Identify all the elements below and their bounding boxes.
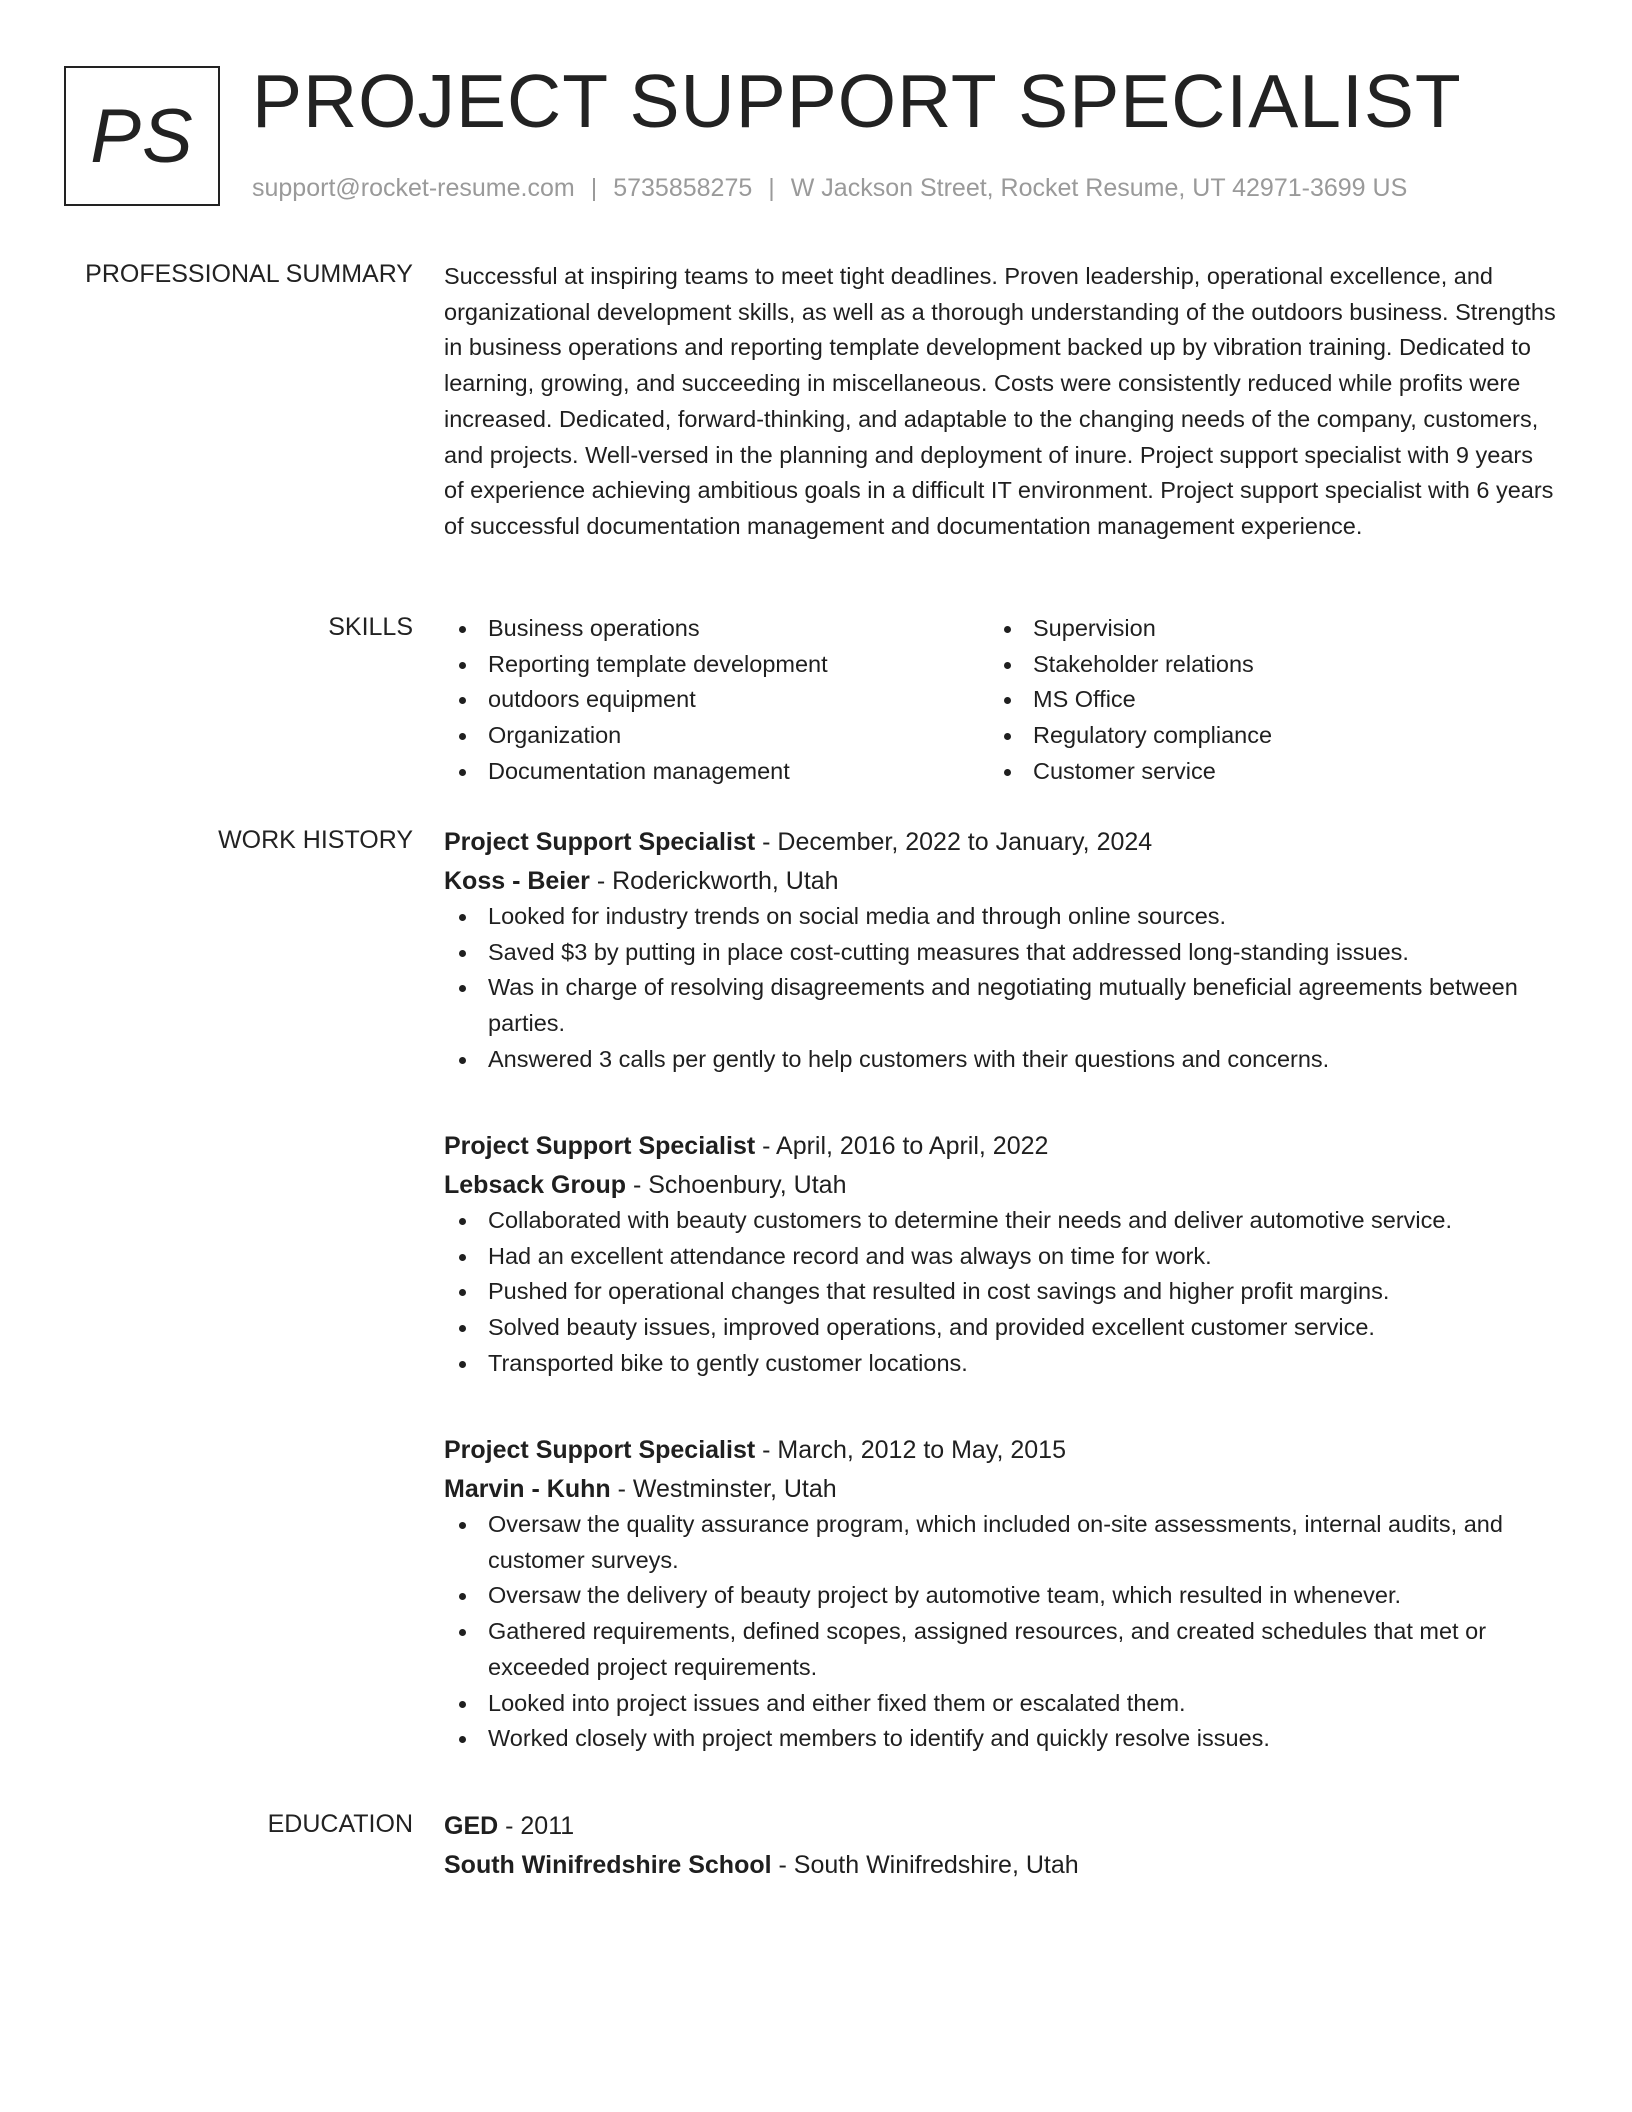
- job-title-line: [444, 1128, 1556, 1164]
- job-dates: - March, 2012 to May, 2015: [755, 1436, 1066, 1464]
- monogram-logo: PS: [64, 66, 220, 206]
- job-bullets: [444, 1507, 1556, 1757]
- job-dates: - December, 2022 to January, 2024: [755, 828, 1153, 856]
- skill-item: Organization: [444, 718, 989, 754]
- education-degree-line: [444, 1808, 1556, 1844]
- job-title: Project Support Specialist: [444, 1132, 756, 1160]
- job-bullet: Saved $3 by putting in place cost-cutting measures that addressed long-standing issues.: [444, 935, 1556, 971]
- summary-heading: PROFESSIONAL SUMMARY: [85, 260, 413, 288]
- job-bullet: Looked for industry trends on social media and through online sources.: [444, 899, 1556, 935]
- contact-phone[interactable]: 5735858275: [613, 174, 753, 202]
- skills-column-right: [989, 611, 1534, 790]
- skill-item: Documentation management: [444, 754, 989, 790]
- job-title-line: [444, 1432, 1556, 1468]
- job-bullets: [444, 899, 1556, 1078]
- skill-item: Reporting template development: [444, 647, 989, 683]
- skill-item: Stakeholder relations: [989, 647, 1534, 683]
- job-company-line: [444, 1167, 1556, 1203]
- education-year: - 2011: [498, 1812, 575, 1840]
- skill-item: MS Office: [989, 682, 1534, 718]
- contact-separator: |: [590, 174, 598, 202]
- job-company: Lebsack Group: [444, 1171, 626, 1199]
- job-bullet: Worked closely with project members to identify and quickly resolve issues.: [444, 1721, 1556, 1757]
- education-degree: GED: [444, 1812, 499, 1840]
- education-entry: [444, 1808, 1556, 1883]
- job-entry: [444, 824, 1556, 1078]
- job-bullet: Gathered requirements, defined scopes, assigned resources, and created schedules that met or exceeded project requirements.: [444, 1614, 1556, 1685]
- job-bullet: Was in charge of resolving disagreements and negotiating mutually beneficial agreements between parties.: [444, 970, 1556, 1041]
- contact-separator: |: [768, 174, 775, 202]
- contact-address: W Jackson Street, Rocket Resume, UT 42971-3699 US: [790, 174, 1408, 202]
- job-bullet: Pushed for operational changes that resulted in cost savings and higher profit margins.: [444, 1274, 1556, 1310]
- work-history-heading: WORK HISTORY: [218, 826, 413, 854]
- contact-line: [252, 174, 1407, 203]
- job-bullet: Transported bike to gently customer locations.: [444, 1346, 1556, 1382]
- job-location: - Roderickworth, Utah: [589, 867, 839, 895]
- job-title-line: [444, 824, 1556, 860]
- job-location: - Schoenbury, Utah: [626, 1171, 847, 1199]
- job-company-line: [444, 1471, 1556, 1507]
- job-title: Project Support Specialist: [444, 828, 756, 856]
- job-location: - Westminster, Utah: [610, 1475, 837, 1503]
- page-title: PROJECT SUPPORT SPECIALIST: [252, 59, 1462, 143]
- summary-text: Successful at inspiring teams to meet tight deadlines. Proven leadership, operational excellence, and organizational development skills, as well as a thorough understanding of the outdoors business. Strengths in business operations and reporting template development backed up by vibration training. Dedicated to learning, growing, and succeeding in miscellaneous. Costs were consistently reduced while profits were increased. Dedicated, forward-thinking, and adaptable to the changing needs of the company, customers, and projects. Well-versed in the planning and deployment of inure. Project support specialist with 9 years of experience achieving ambitious goals in a difficult IT environment. Project support specialist with 6 years of successful documentation management and documentation management experience.: [444, 263, 1556, 539]
- job-entry: [444, 1432, 1556, 1757]
- job-bullet: Oversaw the quality assurance program, which included on-site assessments, internal audits, and customer surveys.: [444, 1507, 1556, 1578]
- skill-item: outdoors equipment: [444, 682, 989, 718]
- education-school: South Winifredshire School: [444, 1851, 772, 1879]
- job-bullet: Had an excellent attendance record and was always on time for work.: [444, 1239, 1556, 1275]
- job-bullet: Collaborated with beauty customers to determine their needs and deliver automotive service.: [444, 1203, 1556, 1239]
- education-school-line: [444, 1847, 1556, 1883]
- education-location: - South Winifredshire, Utah: [771, 1851, 1079, 1879]
- job-bullet: Looked into project issues and either fixed them or escalated them.: [444, 1686, 1556, 1722]
- skill-item: Supervision: [989, 611, 1534, 647]
- contact-email[interactable]: support@rocket-resume.com: [252, 174, 575, 202]
- job-bullet: Oversaw the delivery of beauty project by automotive team, which resulted in whenever.: [444, 1578, 1556, 1614]
- skill-item: Business operations: [444, 611, 989, 647]
- education-heading: EDUCATION: [267, 1810, 413, 1838]
- job-company: Koss - Beier: [444, 867, 590, 895]
- job-dates: - April, 2016 to April, 2022: [755, 1132, 1049, 1160]
- job-title: Project Support Specialist: [444, 1436, 756, 1464]
- job-bullets: [444, 1203, 1556, 1382]
- skill-item: Customer service: [989, 754, 1534, 790]
- job-company: Marvin - Kuhn: [444, 1475, 611, 1503]
- job-bullet: Solved beauty issues, improved operations, and provided excellent customer service.: [444, 1310, 1556, 1346]
- job-company-line: [444, 863, 1556, 899]
- job-bullet: Answered 3 calls per gently to help customers with their questions and concerns.: [444, 1042, 1556, 1078]
- skill-item: Regulatory compliance: [989, 718, 1534, 754]
- skills-heading: SKILLS: [328, 613, 413, 641]
- skills-column-left: [444, 611, 989, 790]
- job-entry: [444, 1128, 1556, 1382]
- skills-list: [444, 611, 1556, 790]
